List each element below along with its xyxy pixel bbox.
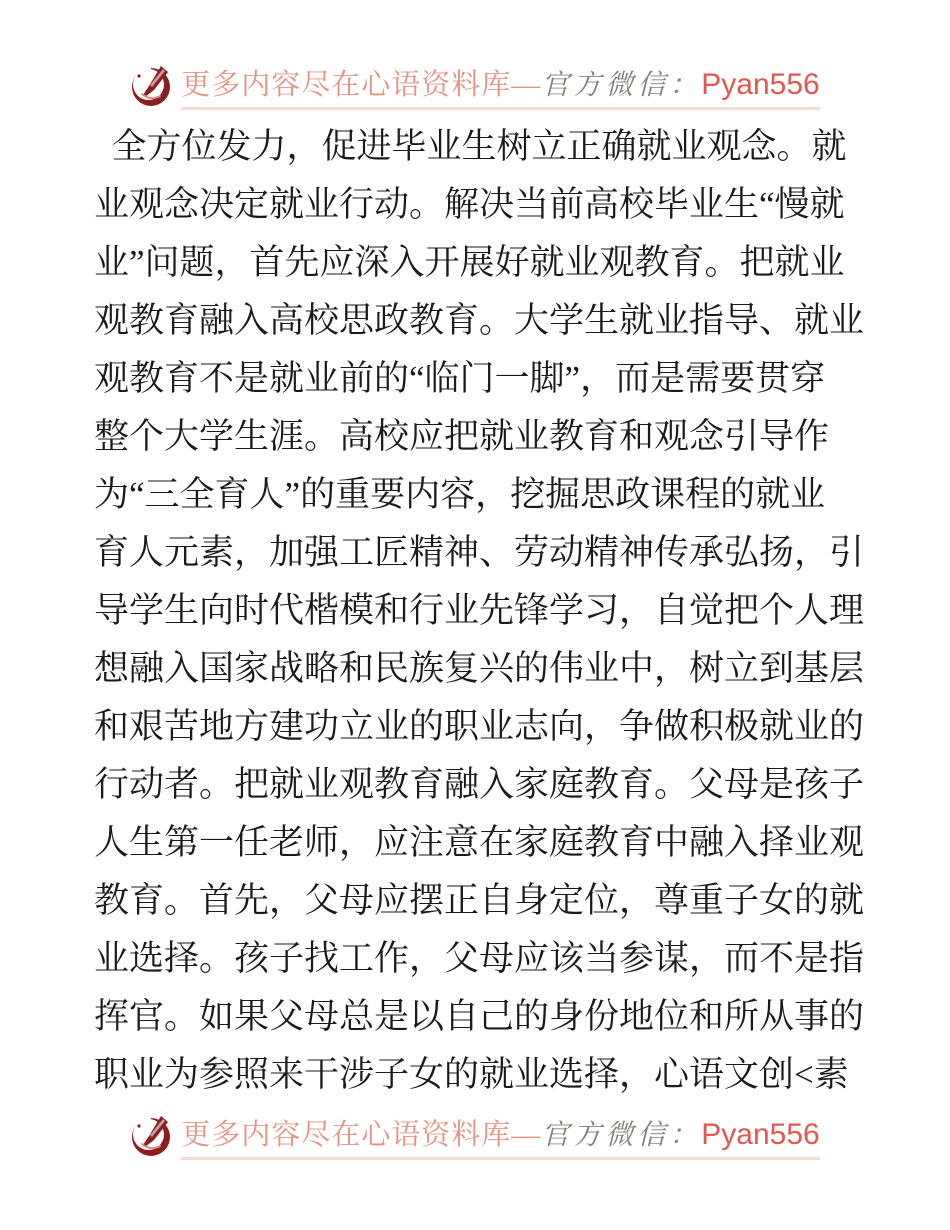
brand-name-text: 更多内容尽在心语资料库— bbox=[181, 69, 542, 101]
pen-circle-logo-icon bbox=[130, 63, 172, 109]
footer-watermark-text bbox=[181, 1112, 819, 1160]
body-text-line: 育人元素，加强工匠精神、劳动精神传承弘扬，引 bbox=[94, 533, 865, 572]
body-text-line: 职业为参照来干涉子女的就业选择，心语文创<素 bbox=[94, 1055, 849, 1094]
body-text-line: 业”问题，首先应深入开展好就业观教育。把就业 bbox=[94, 243, 845, 282]
body-text-line: 业观念决定就业行动。解决当前高校毕业生“慢就 bbox=[94, 185, 845, 224]
document-body bbox=[94, 118, 900, 1104]
wechat-label: 官方微信： bbox=[541, 70, 702, 101]
pen-circle-logo-icon bbox=[130, 1113, 172, 1159]
footer-watermark bbox=[0, 1112, 950, 1160]
body-text-line: 全方位发力，促进毕业生树立正确就业观念。就 bbox=[94, 127, 847, 166]
body-text-line: 挥官。如果父母总是以自己的身份地位和所从事的 bbox=[94, 997, 865, 1036]
body-text-line: 和艰苦地方建功立业的职业志向，争做积极就业的 bbox=[94, 707, 865, 746]
body-text-line: 想融入国家战略和民族复兴的伟业中，树立到基层 bbox=[94, 649, 865, 688]
wechat-id: Pyan556 bbox=[701, 68, 820, 101]
body-text-line: 整个大学生涯。高校应把就业教育和观念引导作 bbox=[94, 417, 830, 456]
body-text-line: 导学生向时代楷模和行业先锋学习，自觉把个人理 bbox=[94, 591, 865, 630]
body-text-line: 业选择。孩子找工作，父母应该当参谋，而不是指 bbox=[94, 939, 865, 978]
body-text-line: 人生第一任老师，应注意在家庭教育中融入择业观 bbox=[94, 823, 865, 862]
body-text-line: 教育。首先，父母应摆正自身定位，尊重子女的就 bbox=[94, 881, 865, 920]
brand-name-text: 更多内容尽在心语资料库— bbox=[181, 1119, 542, 1151]
header-watermark bbox=[0, 62, 950, 110]
header-watermark-text bbox=[181, 62, 819, 110]
body-text-line: 观教育融入高校思政教育。大学生就业指导、就业 bbox=[94, 301, 865, 340]
body-text-line: 行动者。把就业观教育融入家庭教育。父母是孩子 bbox=[94, 765, 865, 804]
wechat-label: 官方微信： bbox=[541, 1120, 702, 1151]
body-text-line: 为“三全育人”的重要内容，挖掘思政课程的就业 bbox=[94, 475, 826, 514]
body-text-line: 观教育不是就业前的“临门一脚”，而是需要贯穿 bbox=[94, 359, 826, 398]
wechat-id: Pyan556 bbox=[701, 1118, 820, 1151]
